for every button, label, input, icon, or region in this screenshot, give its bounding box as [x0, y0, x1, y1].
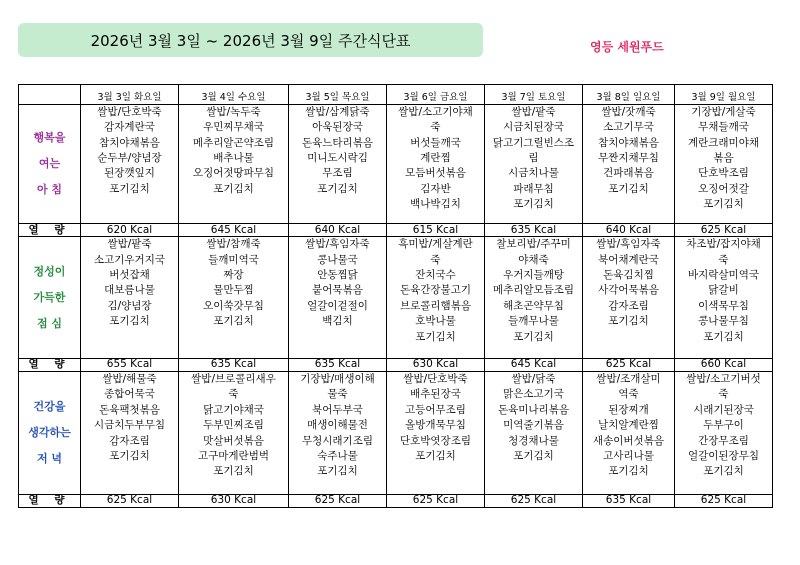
menu-item: 오이쑥갓무침: [203, 299, 264, 312]
weekly-menu-table: [18, 84, 773, 508]
menu-item: 포기김치: [513, 330, 554, 343]
menu-cell: [675, 237, 773, 359]
menu-item: 포기김치: [317, 465, 358, 478]
menu-item: 포기김치: [608, 315, 649, 328]
day-header: 3월 6일 금요일: [387, 88, 485, 104]
menu-item: 얼갈이겉절이: [307, 299, 368, 312]
menu-item: 포기김치: [317, 182, 358, 195]
menu-item: 쌀밥/닭죽: [511, 373, 556, 386]
calorie-label: 열 량: [19, 358, 81, 371]
menu-item: 돈육느타리볶음: [301, 136, 373, 149]
menu-item: 북어채계란국: [598, 253, 659, 266]
menu-cell: [675, 372, 773, 495]
menu-item: 미니도시락김: [307, 151, 368, 164]
menu-item: 김/양념장: [107, 299, 152, 312]
menu-item: 안동찜닭: [317, 269, 358, 281]
menu-item: 쌀밥/단호박죽: [403, 373, 468, 386]
calorie-value: 655 Kcal: [81, 358, 179, 371]
menu-cell: [583, 104, 675, 223]
menu-item: 포기김치: [608, 182, 649, 195]
menu-item: 대보름나물: [104, 284, 155, 297]
menu-cell: [81, 104, 179, 223]
menu-item: 쌀밥/소고기야채: [398, 105, 473, 118]
menu-item: 이색묵무침: [698, 299, 749, 312]
menu-item: 림: [528, 151, 539, 164]
menu-item: 죽: [430, 121, 441, 134]
meal-label-line: 정성이: [33, 264, 66, 278]
calorie-value: 620 Kcal: [81, 224, 179, 237]
menu-item: 쌀밥/흑임자죽: [305, 238, 370, 251]
menu-item: 돈육팩첫볶음: [99, 403, 160, 416]
menu-item: 차조밥/잡지야채: [686, 238, 761, 251]
calorie-value: 625 Kcal: [675, 494, 773, 507]
menu-item: 된장깻잎지: [104, 167, 155, 180]
calorie-value: 635 Kcal: [485, 224, 583, 237]
menu-item: 버섯들깨국: [410, 136, 461, 149]
menu-item: 짜장: [223, 269, 244, 281]
menu-cell: [485, 237, 583, 359]
menu-item: 버섯잡채: [109, 269, 150, 281]
calorie-label: 열 량: [19, 494, 81, 507]
menu-item: 닭고기그릴빈스조: [492, 136, 575, 149]
calorie-value: 660 Kcal: [675, 358, 773, 371]
calorie-value: 625 Kcal: [485, 494, 583, 507]
menu-item: 죽: [228, 388, 239, 401]
menu-item: 두부민찌조림: [203, 419, 264, 432]
menu-item: 시금치나물: [508, 167, 559, 180]
menu-item: 사각어묵볶음: [598, 284, 659, 297]
title-text: 2026년 3월 3일 ~ 2026년 3월 9일 주간식단표: [90, 31, 411, 50]
calorie-row: [19, 358, 773, 371]
menu-cell: [387, 372, 485, 495]
menu-item: 돈육김치찜: [603, 269, 654, 281]
menu-item: 포기김치: [608, 465, 649, 478]
menu-item: 쌀밥/조개살미: [596, 373, 661, 386]
menu-item: 시금치두부무침: [93, 419, 165, 432]
menu-item: 새송이버섯볶음: [592, 434, 664, 447]
menu-item: 올방개묵무침: [405, 419, 466, 432]
menu-item: 참치야채볶음: [598, 136, 659, 149]
menu-item: 얼갈이된장무침: [687, 450, 759, 463]
menu-item: 김자반: [420, 182, 451, 195]
meal-label-line: 여는: [38, 156, 61, 170]
menu-item: 무청시래기조림: [301, 434, 373, 447]
menu-item: 포기김치: [109, 315, 150, 328]
menu-cell: [387, 104, 485, 223]
menu-item: 시금치된장국: [503, 121, 564, 134]
menu-item: 청경채나물: [508, 434, 559, 447]
menu-item: 맑은소고기국: [503, 388, 564, 401]
menu-item: 계란찜: [420, 151, 451, 164]
calorie-row: [19, 494, 773, 507]
calorie-value: 640 Kcal: [583, 224, 675, 237]
meal-label: [19, 372, 81, 495]
menu-item: 포기김치: [213, 315, 254, 328]
menu-item: 죽: [718, 388, 729, 401]
menu-item: 물죽: [327, 388, 348, 401]
calorie-value: 625 Kcal: [289, 494, 387, 507]
meal-label-line: 가득한: [33, 290, 66, 304]
menu-item: 쌀밥/녹두죽: [206, 105, 261, 118]
menu-item: 붙어묵볶음: [312, 284, 363, 297]
menu-item: 메추리알모듬조림: [492, 284, 575, 297]
calorie-value: 625 Kcal: [387, 494, 485, 507]
menu-item: 쌀밥/소고기버섯: [686, 373, 761, 386]
calorie-value: 635 Kcal: [179, 358, 289, 371]
menu-item: 브로콜리햄볶음: [399, 299, 471, 312]
meal-label: [19, 104, 81, 223]
day-header: 3월 4일 수요일: [179, 88, 289, 104]
meal-row: [19, 237, 773, 359]
menu-item: 참치야채볶음: [99, 136, 160, 149]
menu-item: 바지락살미역국: [687, 269, 759, 281]
menu-item: 포기김치: [415, 330, 456, 343]
meal-row: [19, 372, 773, 495]
meal-label-line: 저 녁: [36, 451, 63, 465]
menu-item: 닭갈비: [708, 284, 739, 297]
menu-item: 쌀밥/삼계닭죽: [305, 105, 370, 118]
day-header: 3월 9일 월요일: [675, 88, 773, 104]
menu-item: 돈육미나리볶음: [497, 403, 569, 416]
corner-cell: [19, 88, 81, 104]
menu-item: 단호박조림: [698, 167, 749, 180]
menu-item: 콩나물무침: [698, 315, 749, 328]
meal-label-line: 행복을: [33, 130, 66, 144]
menu-cell: [387, 237, 485, 359]
menu-item: 고등어무조림: [405, 403, 466, 416]
menu-item: 날치알계란찜: [598, 419, 659, 432]
menu-item: 기장밥/게살죽: [691, 105, 756, 118]
menu-item: 해초곤약무침: [503, 299, 564, 312]
menu-cell: [179, 372, 289, 495]
calorie-row: [19, 224, 773, 237]
menu-item: 감자조림: [608, 299, 649, 312]
menu-item: 북어두부국: [312, 403, 363, 416]
menu-item: 모듬버섯볶음: [405, 167, 466, 180]
menu-item: 무조림: [322, 167, 353, 180]
menu-item: 포기김치: [213, 182, 254, 195]
menu-item: 고구마게란범벅: [197, 450, 269, 463]
meal-row: [19, 104, 773, 223]
company-name: 영등 세원푸드: [590, 40, 664, 54]
menu-item: 감자계란국: [104, 121, 155, 134]
menu-item: 포기김치: [703, 465, 744, 478]
menu-item: 맛살버섯볶음: [203, 434, 264, 447]
menu-cell: [485, 372, 583, 495]
menu-item: 종합어묵국: [104, 388, 155, 401]
menu-item: 야채죽: [518, 253, 549, 266]
menu-item: 쌀밥/잣깨죽: [601, 105, 656, 118]
menu-item: 잔치국수: [415, 269, 456, 281]
menu-cell: [289, 372, 387, 495]
menu-item: 두부구이: [703, 419, 744, 432]
menu-item: 포기김치: [703, 198, 744, 211]
menu-item: 역죽: [618, 388, 639, 401]
menu-item: 시래기된장국: [693, 403, 754, 416]
menu-item: 건파래볶음: [603, 167, 654, 180]
page-title: [18, 23, 483, 57]
menu-item: 계란크래미야채: [687, 136, 759, 149]
calorie-value: 645 Kcal: [485, 358, 583, 371]
menu-item: 흑미밥/게살계란: [398, 238, 473, 251]
menu-item: 메추리알곤약조림: [192, 136, 275, 149]
day-header: 3월 5일 목요일: [289, 88, 387, 104]
meal-label-line: 생각하는: [28, 425, 71, 439]
meal-label: [19, 237, 81, 359]
menu-item: 콩나물국: [317, 253, 358, 266]
menu-cell: [81, 372, 179, 495]
menu-item: 기장밥/매생이해: [300, 373, 375, 386]
day-header: 3월 7일 토요일: [485, 88, 583, 104]
menu-cell: [289, 104, 387, 223]
menu-item: 소고기무국: [603, 121, 654, 134]
menu-item: 쌀밥/해물죽: [102, 373, 157, 386]
calorie-value: 630 Kcal: [387, 358, 485, 371]
meal-label-line: 점 심: [36, 316, 63, 330]
day-header: 3월 8일 일요일: [583, 88, 675, 104]
calorie-value: 635 Kcal: [289, 358, 387, 371]
menu-item: 오징어젓땅파무침: [192, 167, 275, 180]
menu-cell: [81, 237, 179, 359]
menu-item: 포기김치: [213, 465, 254, 478]
menu-item: 오징어젓갈: [698, 182, 749, 195]
menu-item: 쌀밥/브로콜리새우: [191, 373, 276, 386]
date-header-row: [19, 88, 773, 104]
menu-item: 쌀밥/참깨죽: [206, 238, 261, 251]
calorie-value: 630 Kcal: [179, 494, 289, 507]
menu-item: 백나박김치: [410, 198, 461, 211]
calorie-value: 625 Kcal: [583, 358, 675, 371]
menu-item: 볶음: [713, 151, 734, 164]
menu-item: 포기김치: [415, 450, 456, 463]
menu-item: 물만두찜: [213, 284, 254, 297]
menu-cell: [485, 104, 583, 223]
calorie-value: 625 Kcal: [675, 224, 773, 237]
menu-item: 닭고기야채국: [203, 403, 264, 416]
menu-item: 쌀밥/팥죽: [511, 105, 556, 118]
menu-item: 들깨미역국: [208, 253, 259, 266]
calorie-value: 625 Kcal: [81, 494, 179, 507]
menu-item: 죽: [430, 253, 441, 266]
menu-item: 돈육간장불고기: [399, 284, 471, 297]
menu-item: 순두부/양념장: [97, 151, 162, 164]
meal-label-line: 아 침: [36, 182, 63, 196]
menu-item: 단호박엿장조림: [399, 434, 471, 447]
menu-item: 우민찌무채국: [203, 121, 264, 134]
calorie-value: 645 Kcal: [179, 224, 289, 237]
menu-cell: [583, 237, 675, 359]
menu-item: 포기김치: [109, 450, 150, 463]
menu-item: 고사리나물: [603, 450, 654, 463]
calorie-label: 열 량: [19, 224, 81, 237]
menu-cell: [583, 372, 675, 495]
menu-item: 들깨무나물: [508, 315, 559, 328]
menu-item: 배추된장국: [410, 388, 461, 401]
menu-item: 우거지들깨탕: [503, 269, 564, 281]
menu-item: 간장무조림: [698, 434, 749, 447]
menu-item: 호박나물: [415, 315, 456, 328]
menu-item: 포기김치: [703, 330, 744, 343]
menu-item: 매생이해물전: [307, 419, 368, 432]
menu-cell: [179, 104, 289, 223]
menu-item: 찰보리밥/주꾸미: [496, 238, 571, 251]
menu-item: 숙주나물: [317, 450, 358, 463]
menu-cell: [289, 237, 387, 359]
menu-item: 미역줄기볶음: [503, 419, 564, 432]
menu-item: 쌀밥/단호박죽: [97, 105, 162, 118]
menu-item: 죽: [718, 253, 729, 266]
day-header: 3월 3일 화요일: [81, 88, 179, 104]
menu-item: 감자조림: [109, 434, 150, 447]
menu-item: 포기김치: [513, 198, 554, 211]
menu-item: 배추나물: [213, 151, 254, 164]
menu-item: 무짠지채무침: [598, 151, 659, 164]
meal-label-line: 건강을: [33, 399, 66, 413]
calorie-value: 615 Kcal: [387, 224, 485, 237]
menu-item: 포기김치: [109, 182, 150, 195]
menu-item: 백김치: [322, 315, 353, 328]
menu-item: 쌀밥/흑임자죽: [596, 238, 661, 251]
menu-item: 소고기우거지국: [93, 253, 165, 266]
calorie-value: 635 Kcal: [583, 494, 675, 507]
menu-item: 포기김치: [513, 450, 554, 463]
menu-cell: [179, 237, 289, 359]
calorie-value: 640 Kcal: [289, 224, 387, 237]
menu-item: 쌀밥/팥죽: [107, 238, 152, 251]
menu-item: 무채들깨국: [698, 121, 749, 134]
menu-item: 아욱된장국: [312, 121, 363, 134]
menu-item: 된장찌개: [608, 403, 649, 416]
menu-item: 파래무침: [513, 182, 554, 195]
menu-cell: [675, 104, 773, 223]
